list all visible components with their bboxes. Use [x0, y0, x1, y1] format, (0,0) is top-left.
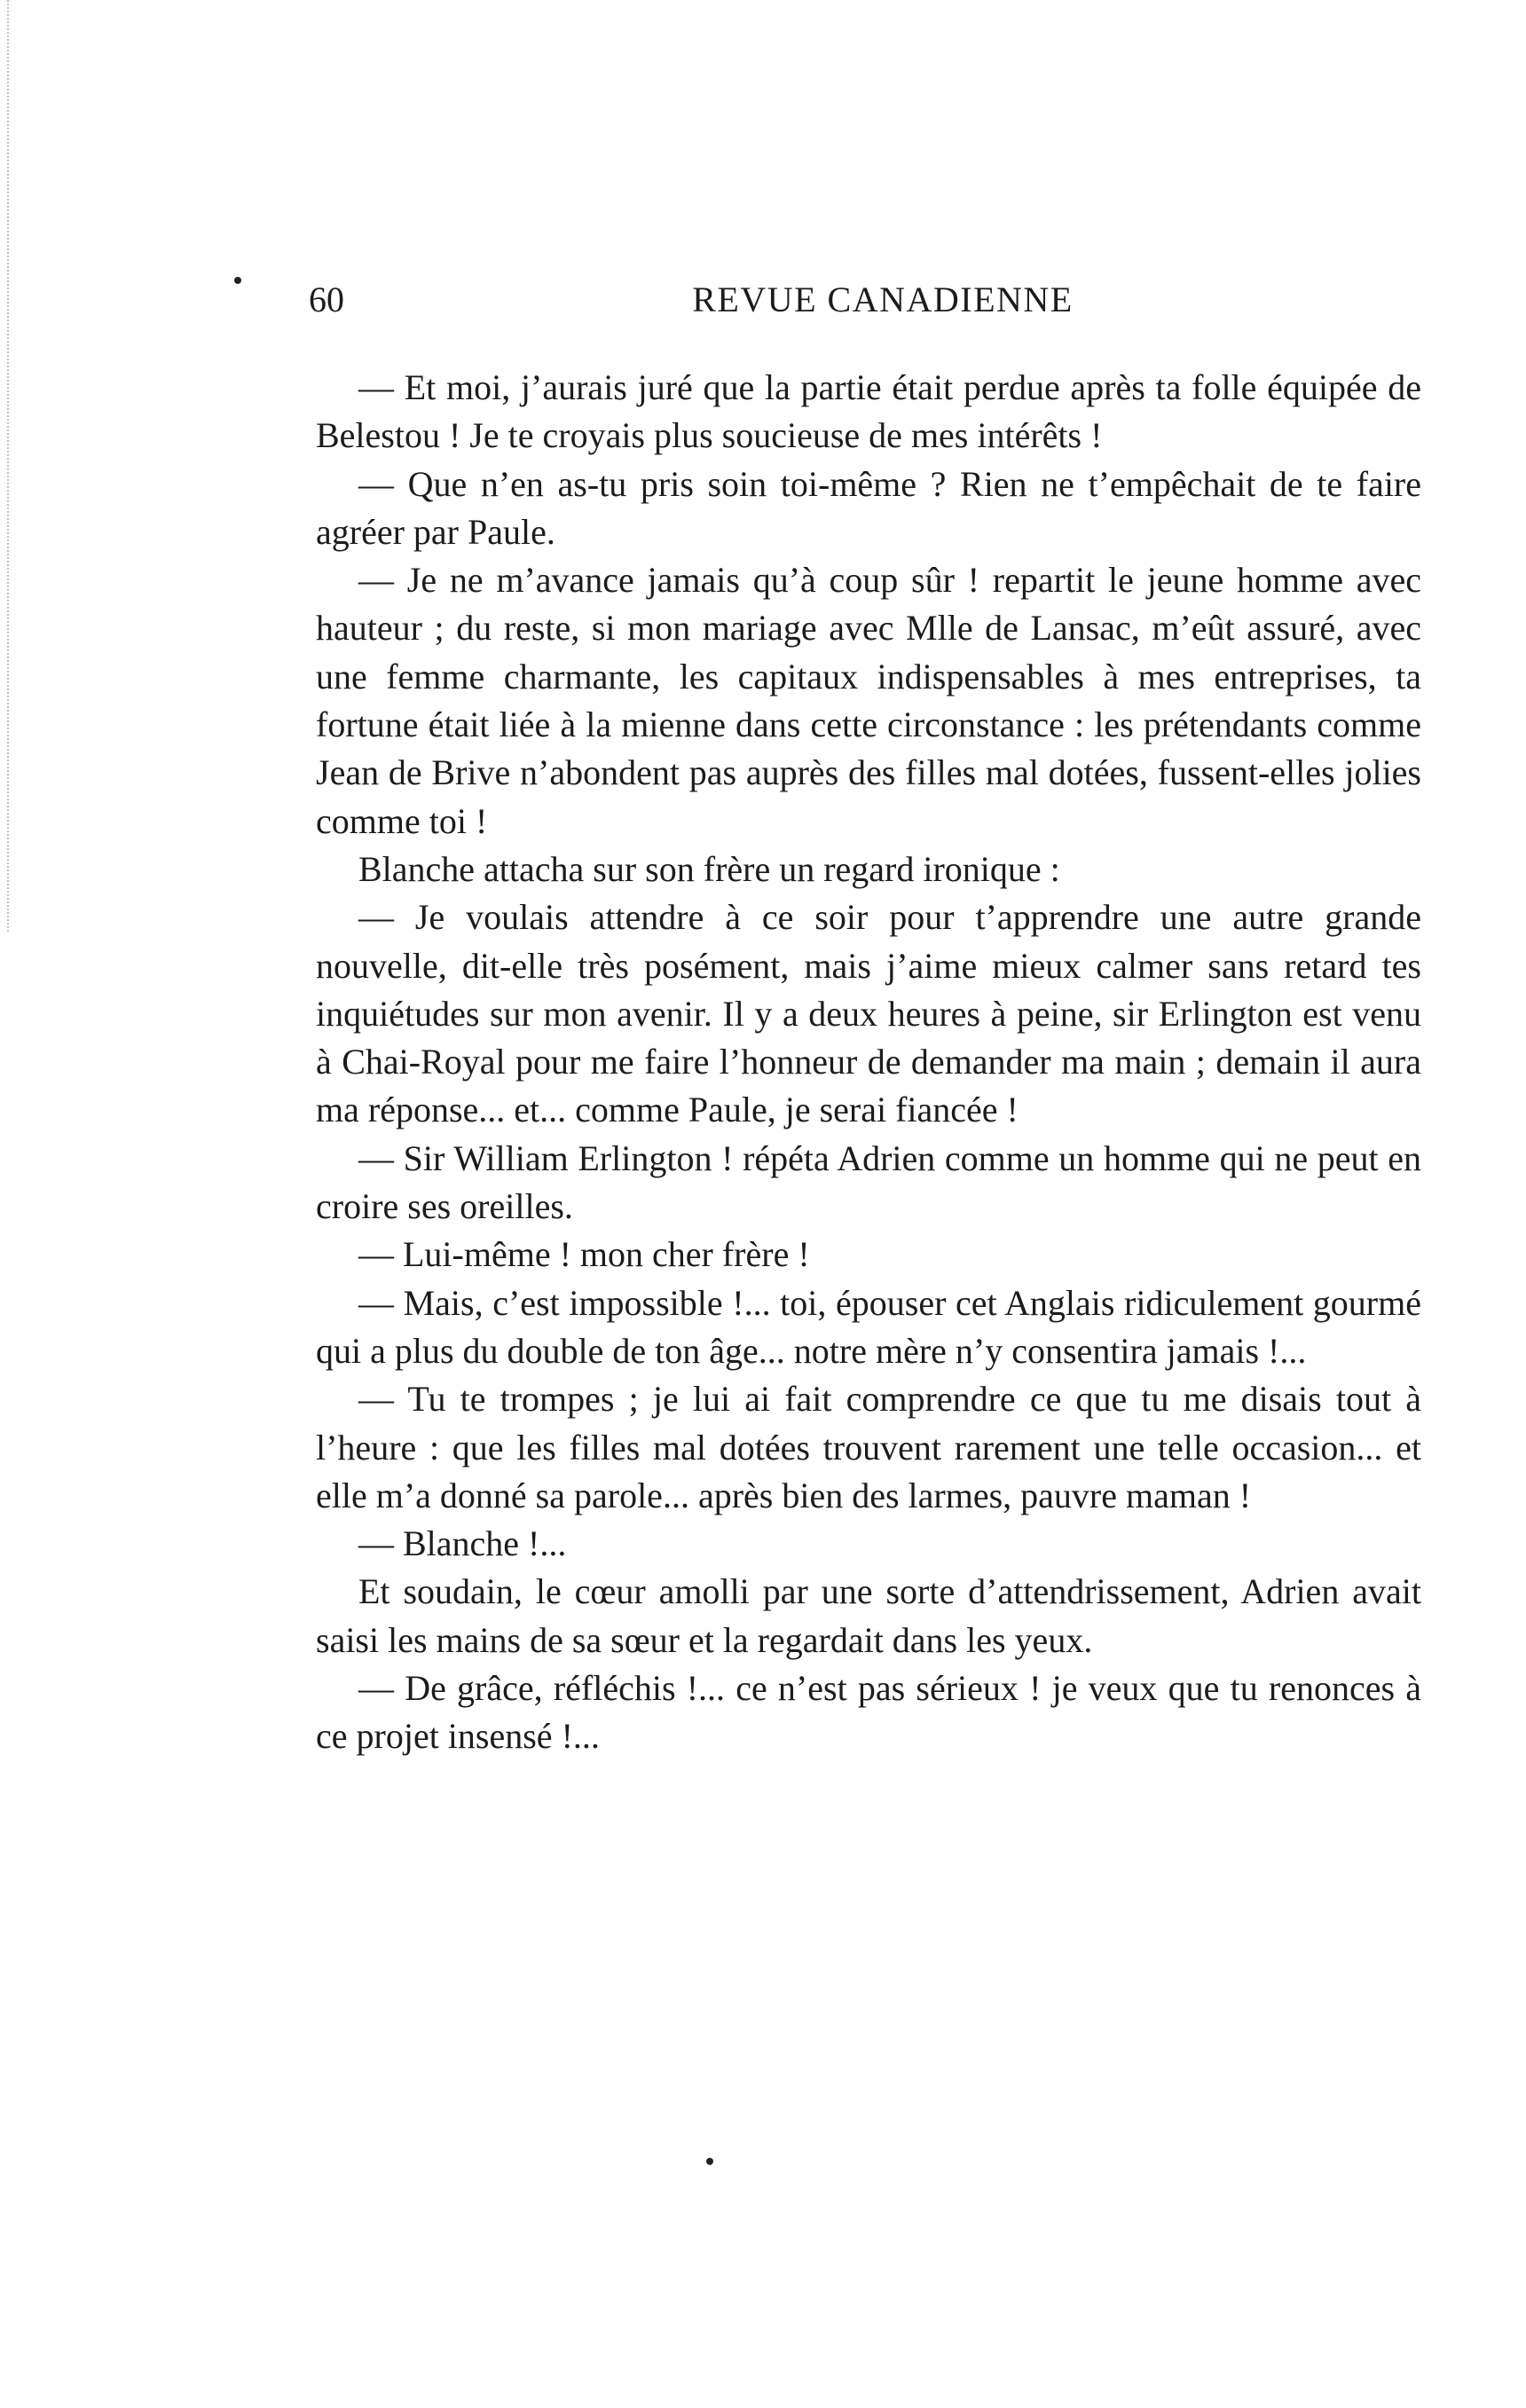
paragraph: Blanche attacha sur son frère un regard ironique :: [358, 848, 1060, 889]
paragraph: — Mais, c’est impossible !... toi, épouser cet Anglais ridiculement gourmé qui a plus du double de ton âge... notre mère n’y consentira jamais !...: [316, 1282, 1421, 1371]
printer-dot-top: [234, 277, 241, 284]
page-number: 60: [309, 279, 344, 319]
paragraph: Et soudain, le cœur amolli par une sorte d’attendrissement, Adrien avait saisi les mains de sa sœur et la regardait dans les yeux.: [316, 1571, 1421, 1660]
paragraph: — Blanche !...: [358, 1523, 567, 1564]
printer-dot-bottom: [706, 2158, 713, 2165]
paragraph: — Que n’en as-tu pris soin toi-même ? Rien ne t’empêchait de te faire agréer par Paule.: [316, 463, 1421, 552]
paragraph: — De grâce, réfléchis !... ce n’est pas sérieux ! je veux que tu renonces à ce projet insensé !...: [316, 1668, 1421, 1757]
paragraph: — Et moi, j’aurais juré que la partie était perdue après ta folle équipée de Belestou ! Je te croyais plus soucieuse de mes intérêts !: [316, 367, 1421, 456]
paragraph: — Tu te trompes ; je lui ai fait comprendre ce que tu me disais tout à l’heure : que les filles mal dotées trouvent rarement une telle occasion... et elle m’a donné sa parole... après bien des larmes, pauvre maman !: [316, 1379, 1421, 1515]
scan-edge-mark: [7, 0, 14, 932]
running-title: REVUE CANADIENNE: [692, 279, 1074, 319]
paragraph: — Je voulais attendre à ce soir pour t’apprendre une autre grande nouvelle, dit-elle très posément, mais j’aime mieux calmer sans retard tes inquiétudes sur mon avenir. Il y a deux heures à peine, sir Erlington est venu à Chai-Royal pour me faire l’honneur de demander ma main ; demain il aura ma réponse... et... comme Paule, je serai fiancée !: [316, 897, 1421, 1130]
paragraph: — Lui-même ! mon cher frère !: [358, 1234, 810, 1275]
body-text: [316, 364, 1421, 1761]
paragraph: — Je ne m’avance jamais qu’à coup sûr ! repartit le jeune homme avec hauteur ; du reste, si mon mariage avec Mlle de Lansac, m’eût assuré, avec une femme charmante, les capitaux indispensables à mes entreprises, ta fortune était liée à la mienne dans cette circonstance : les prétendants comme Jean de Brive n’abondent pas auprès des filles mal dotées, fussent-elles jolies comme toi !: [316, 560, 1421, 841]
page-header: [309, 273, 1421, 327]
paragraph: — Sir William Erlington ! répéta Adrien comme un homme qui ne peut en croire ses oreilles.: [316, 1137, 1421, 1227]
